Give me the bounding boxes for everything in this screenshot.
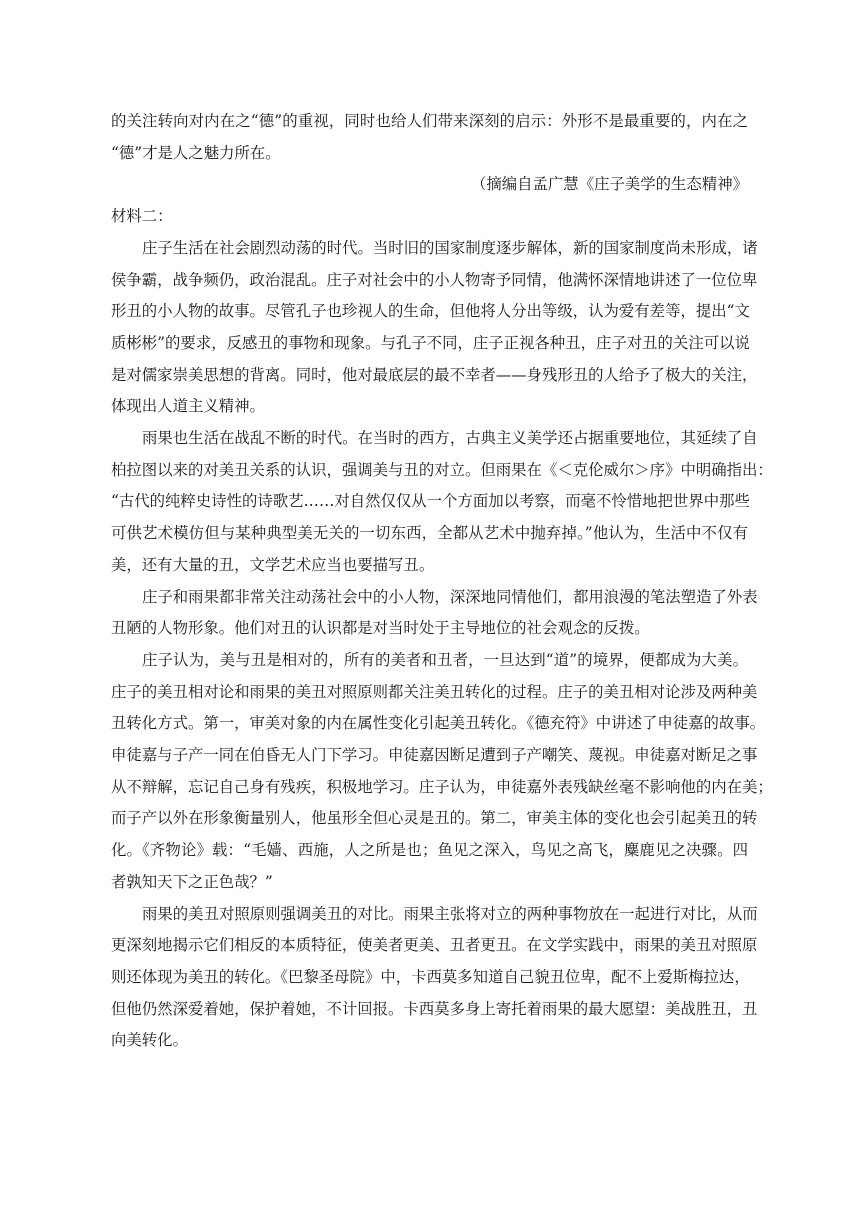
text-line: 庄子生活在社会剧烈动荡的时代。当时旧的国家制度逐步解体，新的国家制度尚未形成，诸	[142, 238, 758, 257]
text-line: 美，还有大量的丑，文学艺术应当也要描写丑。	[111, 555, 435, 574]
document-body	[111, 106, 773, 1057]
text-line: 庄子认为，美与丑是相对的，所有的美者和丑者，一旦达到“道”的境界，便都成为大美。	[142, 650, 748, 669]
paragraph-zhuangzi-era	[111, 233, 758, 423]
paragraph-zhuangzi-relativity	[111, 645, 773, 899]
text-line: 但他仍然深爱着她，保护着她，不计回报。卡西莫多身上寄托着雨果的最大愿望：美战胜丑，丑	[111, 999, 758, 1018]
text-line: 的关注转向对内在之“德”的重视，同时也给人们带来深刻的启示：外形不是最重要的，内在之	[111, 112, 748, 130]
text-line: 雨果也生活在战乱不断的时代。在当时的西方，古典主义美学还占据重要地位，其延续了自	[142, 429, 758, 448]
text-line: 向美转化。	[111, 1031, 188, 1050]
text-line: “古代的纯粹史诗性的诗歌艺……对自然仅仅从一个方面加以考察，而毫不怜惜地把世界中那些	[111, 492, 750, 511]
paragraph-common-concern	[111, 582, 758, 645]
text-line: 庄子的美丑相对论和雨果的美丑对照原则都关注美丑转化的过程。庄子的美丑相对论涉及两种美	[111, 682, 758, 701]
text-line: 可供艺术模仿但与某种典型美无关的一切东西，全都从艺术中抛弃掉。”他认为，生活中不仅有	[111, 524, 748, 543]
text-line: 者孰知天下之正色哉？”	[111, 872, 273, 891]
text-line: 体现出人道主义精神。	[111, 397, 265, 416]
text-line: 雨果的美丑对照原则强调美丑的对比。雨果主张将对立的两种事物放在一起进行对比，从而	[142, 904, 758, 923]
text-line: 庄子和雨果都非常关注动荡社会中的小人物，深深地同情他们，都用浪漫的笔法塑造了外表	[142, 587, 758, 606]
text-line: 侯争霸，战争频仍，政治混乱。庄子对社会中的小人物寄予同情，他满怀深情地讲述了一位位卑	[111, 270, 758, 289]
section-heading: 材料二：	[111, 207, 173, 226]
text-line: 形丑的小人物的故事。尽管孔子也珍视人的生命，但他将人分出等级，认为爱有差等，提出“文	[111, 302, 750, 321]
text-line: 更深刻地揭示它们相反的本质特征，使美者更美、丑者更丑。在文学实践中，雨果的美丑对照原	[111, 936, 758, 955]
text-line: 是对儒家崇美思想的背离。同时，他对最底层的最不幸者——身残形丑的人给予了极大的关注，	[111, 365, 758, 384]
paragraph-hugo-era	[111, 423, 773, 582]
text-line: 申徒嘉与子产一同在伯昏无人门下学习。申徒嘉因断足遭到子产嘲笑、蔑视。申徒嘉对断足之事	[111, 746, 758, 765]
intro-paragraph	[111, 106, 748, 169]
text-line: 柏拉图以来的对美丑关系的认识，强调美与丑的对立。但雨果在《＜克伦威尔＞序》中明确指出：	[111, 460, 773, 479]
text-line: 质彬彬”的要求，反感丑的事物和现象。与孔子不同，庄子正视各种丑，庄子对丑的关注可以说	[111, 333, 750, 352]
text-line: 则还体现为美丑的转化。《巴黎圣母院》中，卡西莫多知道自己貌丑位卑，配不上爱斯梅拉达，	[111, 967, 750, 986]
text-line: “德”才是人之魅力所在。	[111, 143, 281, 162]
text-line: 而子产以外在形象衡量别人，他虽形全但心灵是丑的。第二，审美主体的变化也会引起美丑的转	[111, 809, 758, 828]
paragraph-hugo-contrast	[111, 899, 758, 1058]
text-line: 丑陋的人物形象。他们对丑的认识都是对当时处于主导地位的社会观念的反拨。	[111, 619, 650, 638]
text-line: 从不辩解，忘记自己身有残疾，积极地学习。庄子认为，申徒嘉外表残缺丝毫不影响他的内在美；	[111, 777, 773, 796]
source-citation: （摘编自孟广慧《庄子美学的生态精神》	[470, 175, 748, 194]
text-line: 化。《齐物论》载：“毛嫱、西施，人之所是也；鱼见之深入，鸟见之高飞，麋鹿见之决骤。四	[111, 841, 748, 860]
text-line: 丑转化方式。第一，审美对象的内在属性变化引起美丑转化。《德充符》中讲述了申徒嘉的故事。	[111, 714, 766, 733]
